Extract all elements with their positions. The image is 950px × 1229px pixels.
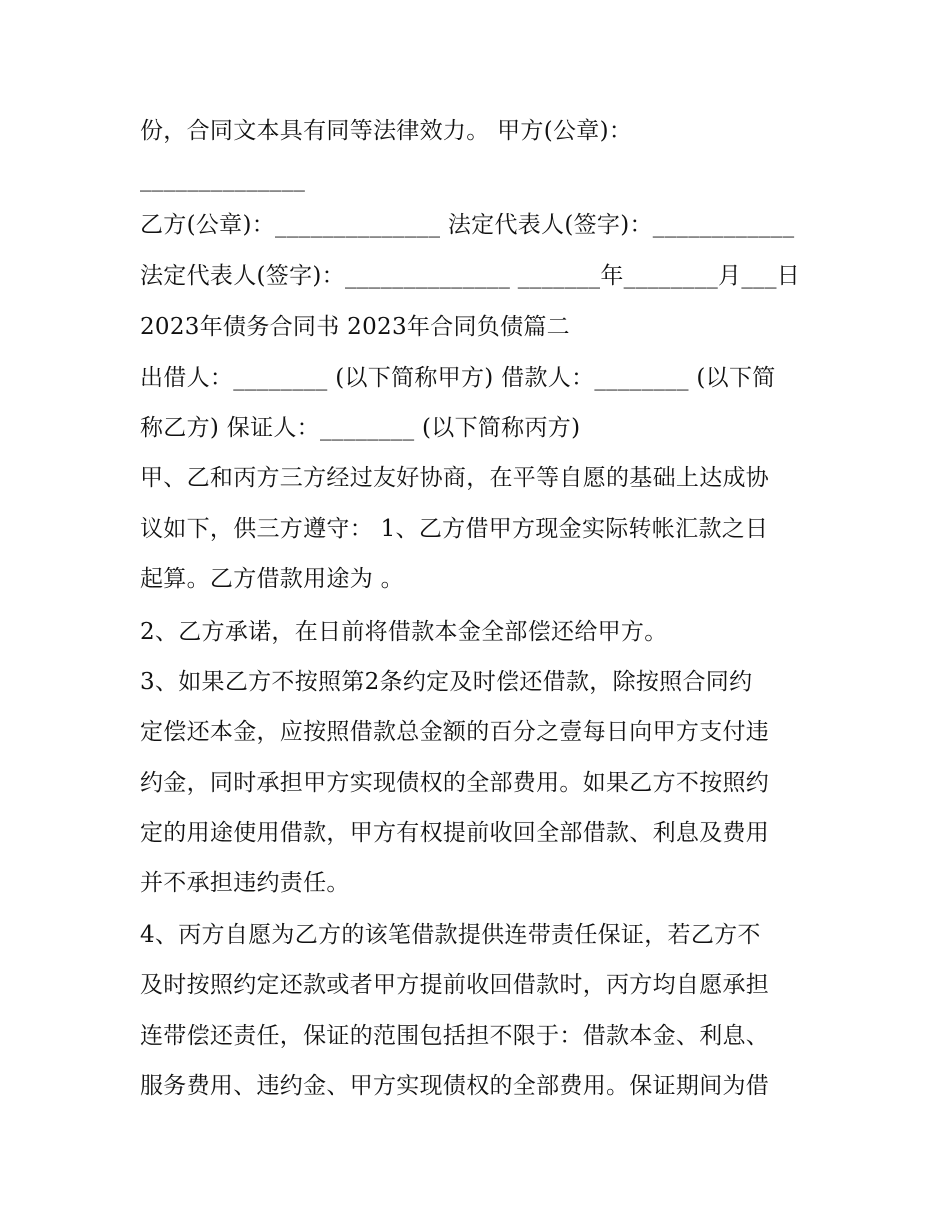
signature-blank-line: ______________	[140, 166, 306, 192]
text-line: 起算。乙方借款用途为 。	[140, 566, 404, 592]
text-line: 甲、乙和丙方三方经过友好协商，在平等自愿的基础上达成协	[140, 465, 770, 491]
text-line: 议如下，供三方遵守： 1、乙方借甲方现金实际转帐汇款之日	[140, 516, 769, 542]
section-heading: 2023年债务合同书 2023年合同负债篇二	[140, 314, 570, 340]
text-line: 法定代表人(签字)：______________ _______年________月___日	[140, 263, 801, 289]
text-line: 定偿还本金，应按照借款总金额的百分之壹每日向甲方支付违	[140, 719, 770, 745]
text-line: 服务费用、违约金、甲方实现债权的全部费用。保证期间为借	[140, 1073, 770, 1099]
text-line: 2、乙方承诺，在日前将借款本金全部偿还给甲方。	[140, 619, 668, 645]
text-line: 称乙方) 保证人：________ (以下简称丙方)	[140, 415, 581, 441]
text-line: 3、如果乙方不按照第2条约定及时偿还借款，除按照合同约	[140, 669, 753, 695]
text-line: 及时按照约定还款或者甲方提前收回借款时，丙方均自愿承担	[140, 972, 770, 998]
text-line: 出借人：________ (以下简称甲方) 借款人：________ (以下简	[140, 365, 776, 391]
text-line: 连带偿还责任，保证的范围包括担不限于：借款本金、利息、	[140, 1023, 770, 1049]
text-line: 乙方(公章)：______________ 法定代表人(签字)：____________	[140, 212, 795, 238]
text-line: 定的用途使用借款，甲方有权提前收回全部借款、利息及费用	[140, 820, 770, 846]
text-line: 份，合同文本具有同等法律效力。 甲方(公章)：	[140, 118, 633, 144]
text-line: 并不承担违约责任。	[140, 870, 350, 896]
text-line: 4、丙方自愿为乙方的该笔借款提供连带责任保证，若乙方不	[140, 922, 761, 948]
text-line: 约金，同时承担甲方实现债权的全部费用。如果乙方不按照约	[140, 770, 770, 796]
